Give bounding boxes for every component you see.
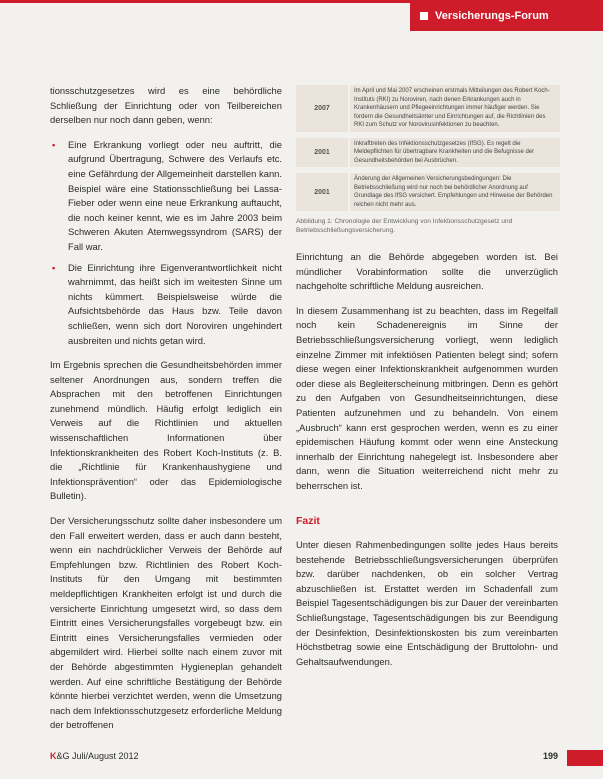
right-column — [296, 250, 558, 679]
publication-info — [50, 751, 139, 761]
timeline-year: 2007 — [296, 85, 348, 132]
list-item-text: Eine Erkrankung vorliegt oder neu auftritt, die aufgrund Übertragung, Schwere des Verlaufs etc. eine Gefährdung der Allgemeinheit darstellen kann. Beispiel wäre eine Stationsschließung bei Lassa-Fieber oder wenn eine neue Erkrankung auftaucht, die noch keiner kennt, wie es im Jahre 2003 beim Schweren Akuten Atemwegssyndrom (SARS) der Fall war. — [68, 138, 282, 252]
paragraph: Der Versicherungsschutz sollte daher insbesondere um den Fall erweitert werden, dass er auch dann besteht, wenn ein nachdrücklicher Verweis der Behörde auf Empfehlungen bzw. Richtlinien des Robert Koch-Instituts für den Umgang mit bestimmten meldepflichtigen Krankheiten erfolgt ist und durch die versicherte Einrichtung umgesetzt wird, so dass dem Eintritt eines Versicherungsfalles vorgebeugt bzw. ein Eintritt eines Versicherungsfalles vermieden oder abgemildert wird. Hierbei sollte nach einem zuvor mit der Behörde abgestimmten Hygieneplan gehandelt werden. Auf eine schriftliche Bestätigung der Behörde könnte hierbei verzichtet werden, wenn die Umsetzung nach dem Infektionsschutzgesetz erforderliche Meldung der betroffenen — [50, 515, 282, 731]
paragraph: Einrichtung an die Behörde abgegeben worden ist. Bei mündlicher Vorabinformation sollte die unverzüglich nachgeholte schriftliche Meldung ausreichen. — [296, 251, 558, 292]
header-rule — [0, 0, 410, 3]
timeline-row — [296, 173, 560, 211]
timeline-text: Inkrafttreten des Infektionsschutzgesetzes (IfSG). Es regelt die Meldepflichten für übertragbare Krankheiten und die Befugnisse der Gesundheitsbehörden bei Ausbrüchen. — [350, 138, 560, 168]
publication-issue: &G Juli/August 2012 — [56, 751, 139, 761]
bullet-icon: • — [52, 138, 56, 150]
page-number: 199 — [542, 751, 558, 761]
section-heading: Fazit — [296, 514, 320, 527]
paragraph: Unter diesen Rahmenbedingungen sollte jedes Haus bereits bestehende Betriebsschließungsversicherungen überprüfen bzw. darüber nachdenken, ob ein solcher Vertrag abzuschließen ist. Erstattet werden im Schadenfall zum Beispiel Tagesentschädigungen bis zur Dauer der vereinbarten Schließungstage, Tagesentschädigungen bis zur Beendigung der Desinfektion, Desinfektionskosten bis zum vereinbarten Höchstbetrag sowie eine Entschädigung der Bruttolohn- und Gehaltsaufwendungen. — [296, 539, 558, 667]
timeline-row — [296, 85, 560, 132]
list-item-text: Die Einrichtung ihre Eigenverantwortlichkeit nicht wahrnimmt, das heißt sich im weitesten Sinne um nichts kümmert. Beispielsweise würde die Aufsichtsbehörde das Haus bzw. Teile davon schließen, wenn sich dort Noroviren ungehindert ausbreiten und nichts getan wird. — [68, 261, 282, 346]
figure-caption: Abbildung 1: Chronologie der Entwicklung von Infektionsschutzgesetz und Betriebsschließungsversicherung. — [296, 218, 513, 234]
paragraph: Im Ergebnis sprechen die Gesundheitsbehörden immer seltener Anordnungen aus, sondern treffen die Absprachen mit den betroffenen Einrichtungen zunehmend mündlich. Häufig erfolgt lediglich ein Verweis auf die Richtlinien und aktuellen wissenschaftlichen Informationen über Infektionskrankheiten des Robert Koch-Instituts (z. B. die „Richtlinie für Krankenhaushygiene und Infektionsprävention“ oder das Epidemiologische Bulletin). — [50, 359, 282, 502]
timeline-year: 2001 — [296, 173, 348, 211]
section-title: Versicherungs-Forum — [435, 9, 549, 22]
page-header — [0, 0, 603, 44]
timeline-figure — [296, 85, 560, 235]
paragraph: In diesem Zusammenhang ist zu beachten, dass im Regelfall noch kein Schadenereignis im Sinne der Betriebsschließungsversicherung vorliegt, wenn lediglich einzelne Zimmer mit infektiösen Patienten belegt sind; sofern diese wegen einer Infektionskrankheit aufgenommen wurden oder diese als Begleiterscheinung mitbringen. Denn es gehört zu den Aufgaben von Gesundheitseinrichtungen, diese Patienten aufzunehmen und zu behandeln. Von einem „Ausbruch“ kann erst gesprochen werden, wenn es zu einer epidemischen Häufung kommt oder wenn eine Ansteckung innerhalb der Einrichtung nahegelegt ist. Insbesondere aber dann, wenn die Situation weiterreichend nicht mehr zu beherrschen ist. — [296, 304, 558, 491]
condition-list — [50, 138, 282, 348]
timeline-text: Im April und Mai 2007 erscheinen erstmals Mitteilungen des Robert Koch-Instituts (RKI) zu Noroviren, nach denen Erkrankungen auch in Krankenhäusern und Pflegeeinrichtungen immer häufiger werden. Sie fordern die Gesundheitsämter und Einrichtungen auf, die Richtlinien des RKI zum Schutz vor Norovirusinfektionen zu beachten. — [350, 85, 560, 132]
page-footer — [50, 751, 558, 765]
timeline-row — [296, 138, 560, 168]
list-item — [50, 261, 282, 349]
left-column — [50, 84, 282, 743]
square-icon — [420, 12, 428, 20]
timeline-text: Änderung der Allgemeinen Versicherungsbedingungen: Die Betriebsschließung wird nur noch bei behördlicher Anordnung auf Grundlage des IfSG versichert. Empfehlungen und Hinweise der Behörden reichen nicht mehr aus. — [350, 173, 560, 211]
timeline-year: 2001 — [296, 138, 348, 168]
section-badge — [410, 0, 603, 31]
footer-accent-bar — [567, 750, 603, 766]
publication-logo-letter: K — [50, 751, 57, 761]
list-item — [50, 138, 282, 255]
paragraph: tionsschutzgesetzes wird es eine behördliche Schließung der Einrichtung oder von Teilbereichen derselben nur noch dann geben, wenn: — [50, 85, 282, 126]
bullet-icon: • — [52, 261, 56, 273]
